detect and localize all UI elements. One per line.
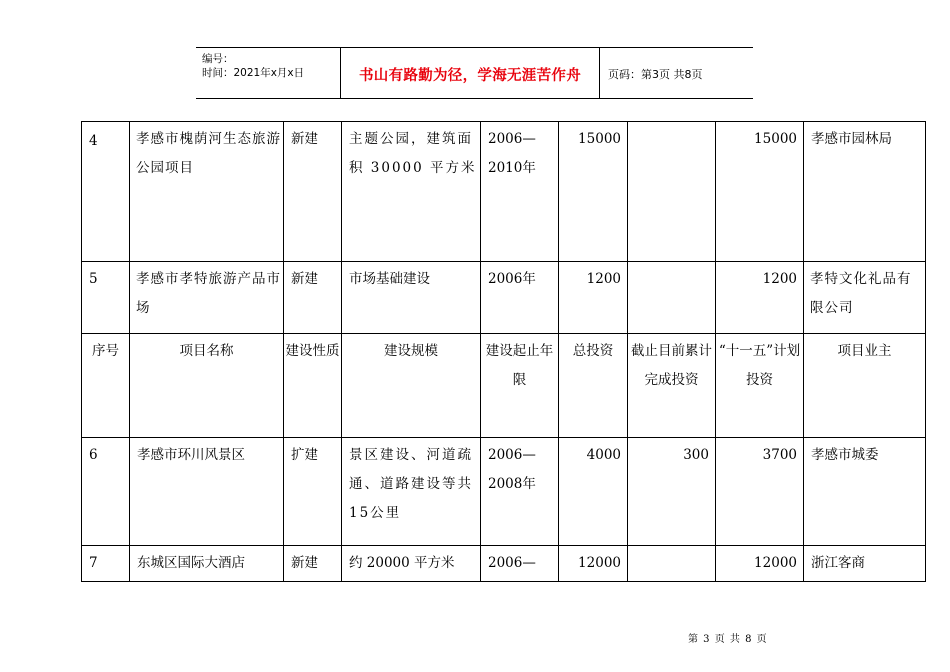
cell-owner-text: 孝特文化礼品有限公司: [810, 271, 912, 316]
column-header-row: [82, 334, 926, 438]
table-row: [82, 438, 926, 546]
cell-completed: [628, 438, 716, 546]
cell-scale-text: 约 20000 平方米: [349, 555, 455, 571]
cell-plan: [716, 122, 804, 262]
header-page-cell: [600, 48, 753, 98]
cell-nature-text: 扩建: [291, 447, 318, 463]
cell-plan-text: 15000: [754, 131, 797, 147]
cell-owner: [804, 122, 926, 262]
cell-owner-text: 孝感市城委: [811, 447, 879, 463]
page-header: [196, 47, 753, 99]
page-label: 页码：第3页 共8页: [608, 68, 703, 81]
cell-plan-text: 3700: [762, 447, 797, 463]
header-period: [481, 334, 559, 438]
cell-no: [82, 438, 130, 546]
cell-period: [481, 122, 559, 262]
header-nature: [284, 334, 342, 438]
cell-plan-text: 12000: [754, 555, 797, 571]
cell-owner: [804, 546, 926, 582]
table-row: [82, 262, 926, 334]
cell-scale: [342, 122, 481, 262]
cell-total-text: 4000: [586, 447, 621, 463]
header-no: [82, 334, 130, 438]
cell-no: [82, 262, 130, 334]
cell-plan-text: 1200: [762, 271, 797, 287]
page-footer: 第 3 页 共 8 页: [688, 634, 767, 645]
table-row: [82, 546, 926, 582]
header-name-text: 项目名称: [179, 343, 234, 359]
cell-nature: [284, 122, 342, 262]
cell-no-text: 5: [89, 271, 98, 287]
cell-completed: [628, 262, 716, 334]
cell-total: [559, 546, 628, 582]
cell-period-text: 2006—2008年: [488, 447, 536, 492]
header-plan: [716, 334, 804, 438]
cell-name-text: 东城区国际大酒店: [137, 555, 245, 571]
cell-scale: [342, 438, 481, 546]
cell-period-text: 2006—2010年: [488, 131, 536, 176]
cell-period-text: 2006年: [488, 271, 536, 287]
header-total-text: 总投资: [572, 343, 614, 359]
cell-owner: [804, 262, 926, 334]
header-plan-text: “十一五”计划投资: [718, 343, 801, 388]
header-scale-text: 建设规模: [384, 343, 438, 359]
header-owner-text: 项目业主: [837, 343, 892, 359]
cell-completed: [628, 122, 716, 262]
header-period-text: 建设起止年限: [485, 343, 554, 388]
cell-completed-text: 300: [683, 447, 709, 463]
header-no-text: 序号: [92, 343, 119, 359]
header-completed: [628, 334, 716, 438]
cell-period: [481, 262, 559, 334]
cell-plan: [716, 546, 804, 582]
cell-total-text: 1200: [586, 271, 621, 287]
cell-owner-text: 浙江客商: [811, 555, 865, 571]
cell-name: [130, 262, 284, 334]
cell-name-text: 孝感市环川风景区: [137, 447, 245, 463]
cell-nature: [284, 546, 342, 582]
cell-period: [481, 546, 559, 582]
cell-owner-text: 孝感市园林局: [811, 131, 892, 147]
cell-no: 4: [82, 122, 130, 262]
cell-completed: [628, 546, 716, 582]
time-label: 时间：2021年x月x日: [202, 67, 305, 79]
cell-scale: [342, 262, 481, 334]
cell-total: [559, 262, 628, 334]
header-nature-text: 建设性质: [285, 343, 340, 359]
cell-scale: [342, 546, 481, 582]
cell-scale-text: 主题公园，建筑面积 30000 平方米: [349, 131, 477, 176]
header-total: [559, 334, 628, 438]
cell-name: [130, 438, 284, 546]
code-label: 编号：: [202, 53, 234, 65]
header-owner: [804, 334, 926, 438]
project-table: [81, 121, 926, 582]
table-row: [82, 122, 926, 262]
cell-plan: [716, 262, 804, 334]
cell-nature: [284, 438, 342, 546]
cell-plan: [716, 438, 804, 546]
cell-scale-text: 市场基础建设: [349, 271, 430, 287]
cell-period: [481, 438, 559, 546]
cell-no: [82, 546, 130, 582]
cell-name-text: 孝感市孝特旅游产品市场: [136, 271, 281, 316]
cell-name-text: 孝感市槐荫河生态旅游公园项目: [136, 131, 281, 176]
cell-total: [559, 122, 628, 262]
cell-nature-text: 新建: [291, 271, 318, 287]
cell-nature-text: 新建: [291, 555, 318, 571]
header-meta: [196, 48, 341, 98]
cell-nature-text: 新建: [291, 131, 318, 147]
cell-period-text: 2006—: [488, 555, 536, 571]
cell-total-text: 15000: [578, 131, 621, 147]
cell-no-text: 6: [89, 447, 98, 463]
cell-no-text: 7: [89, 555, 98, 571]
slogan: 书山有路勤为径，学海无涯苦作舟: [359, 68, 581, 84]
cell-scale-text: 景区建设、河道疏通、道路建设等共15公里: [349, 447, 473, 521]
cell-total: [559, 438, 628, 546]
header-slogan-cell: [341, 48, 600, 98]
cell-total-text: 12000: [578, 555, 621, 571]
cell-nature: [284, 262, 342, 334]
header-scale: [342, 334, 481, 438]
header-name: [130, 334, 284, 438]
cell-name: [130, 122, 284, 262]
cell-name: [130, 546, 284, 582]
cell-owner: [804, 438, 926, 546]
header-completed-text: 截止目前累计完成投资: [631, 343, 712, 388]
